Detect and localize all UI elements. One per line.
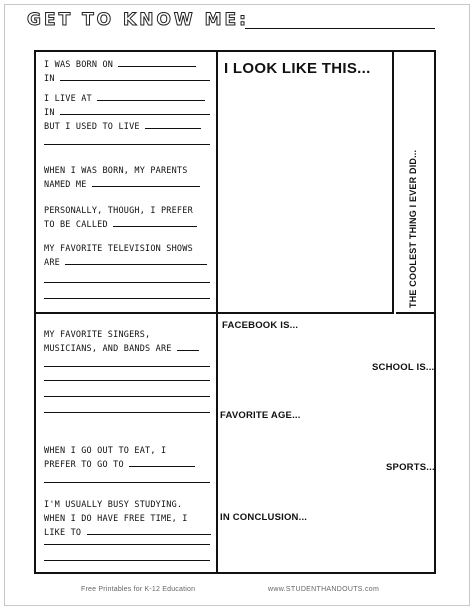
- answer-line: [44, 544, 210, 545]
- answer-line: [44, 482, 210, 483]
- free-time-prompt: I'M USUALLY BUSY STUDYING.: [44, 500, 183, 510]
- answer-line: [44, 144, 210, 145]
- prefer-called-prompt-cont: TO BE CALLED: [44, 218, 197, 232]
- answer-line: [44, 560, 210, 561]
- left-bottom-section: [36, 316, 216, 572]
- parents-named-prompt-cont: NAMED ME: [44, 178, 200, 192]
- born-in-prompt: IN: [44, 72, 210, 86]
- eat-out-prompt-cont: PREFER TO GO TO: [44, 458, 195, 472]
- favorite-tv-prompt-cont: ARE: [44, 256, 207, 270]
- name-blank-line: [245, 28, 435, 29]
- coolest-thing-label: THE COOLEST THING I EVER DID...: [408, 149, 418, 308]
- look-like-heading: I LOOK LIKE THIS...: [224, 60, 371, 77]
- answer-line: [44, 298, 210, 299]
- free-time-prompt-cont: WHEN I DO HAVE FREE TIME, I: [44, 514, 188, 524]
- favorite-singers-prompt-cont: MUSICIANS, AND BANDS ARE: [44, 342, 199, 356]
- worksheet-grid: [34, 50, 436, 574]
- prefer-called-prompt: PERSONALLY, THOUGH, I PREFER: [44, 206, 193, 216]
- school-prompt: SCHOOL IS...: [372, 362, 435, 373]
- footer-tagline: Free Printables for K-12 Education: [81, 586, 196, 593]
- eat-out-prompt: WHEN I GO OUT TO EAT, I: [44, 446, 167, 456]
- live-in-prompt: IN: [44, 106, 210, 120]
- header: [27, 10, 437, 36]
- opinions-section: [218, 316, 434, 572]
- sports-prompt: SPORTS...: [386, 462, 435, 473]
- used-to-live-prompt: BUT I USED TO LIVE: [44, 120, 201, 134]
- drawing-box: [218, 52, 394, 314]
- answer-line: [44, 396, 210, 397]
- favorite-tv-prompt: MY FAVORITE TELEVISION SHOWS: [44, 244, 193, 254]
- coolest-thing-box: [396, 52, 434, 314]
- conclusion-prompt: IN CONCLUSION...: [220, 512, 308, 523]
- left-top-section: [36, 52, 216, 314]
- answer-line: [44, 380, 210, 381]
- favorite-singers-prompt: MY FAVORITE SINGERS,: [44, 330, 151, 340]
- page-title: GET TO KNOW ME:: [27, 10, 249, 30]
- favorite-age-prompt: FAVORITE AGE...: [220, 410, 301, 421]
- free-time-prompt-end: LIKE TO: [44, 526, 211, 540]
- parents-named-prompt: WHEN I WAS BORN, MY PARENTS: [44, 166, 188, 176]
- born-on-prompt: I WAS BORN ON: [44, 58, 196, 72]
- left-column: [36, 52, 218, 572]
- right-column: [218, 52, 434, 572]
- live-at-prompt: I LIVE AT: [44, 92, 205, 106]
- facebook-prompt: FACEBOOK IS...: [222, 320, 299, 331]
- answer-line: [44, 412, 210, 413]
- answer-line: [44, 366, 210, 367]
- answer-line: [44, 282, 210, 283]
- footer-website: www.STUDENTHANDOUTS.com: [268, 586, 380, 593]
